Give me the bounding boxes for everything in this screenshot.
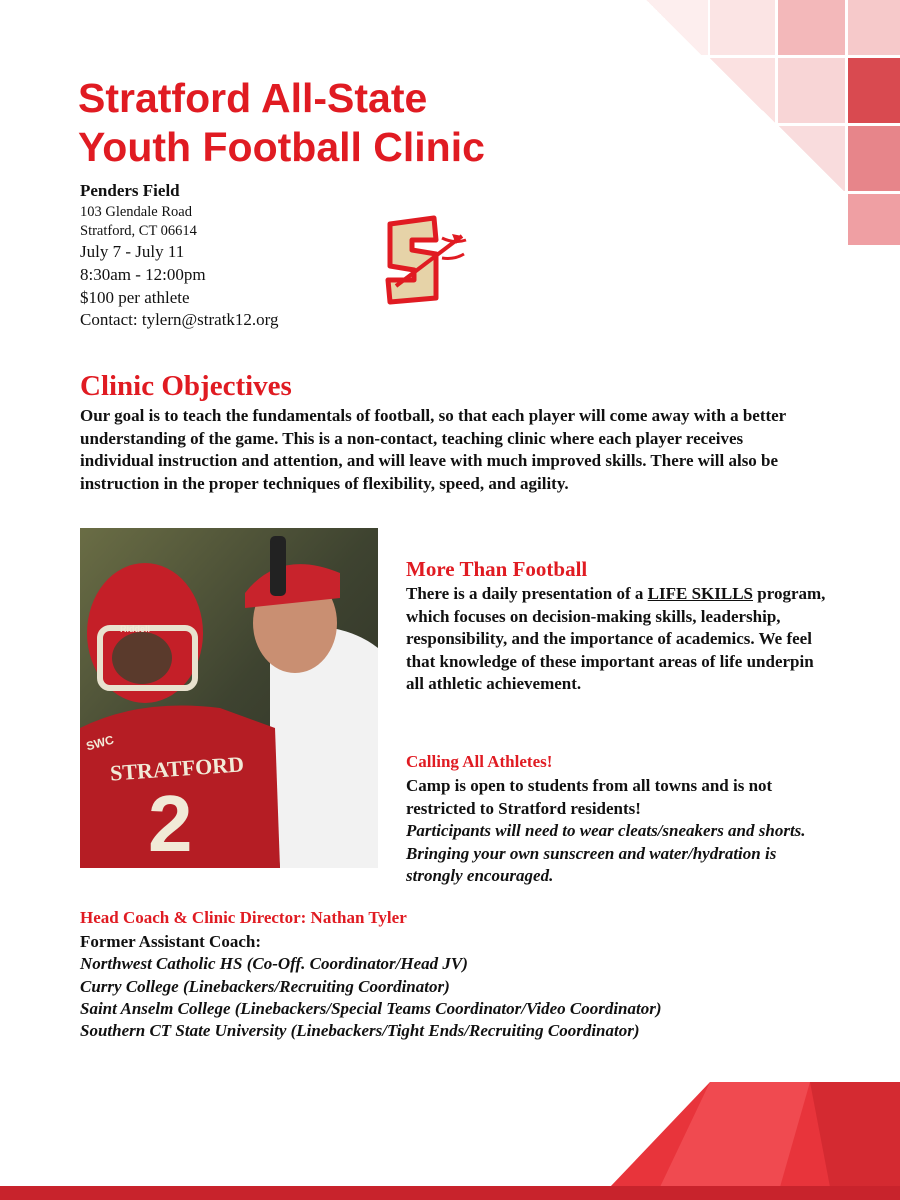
stratford-logo	[382, 214, 472, 306]
coach-position: Northwest Catholic HS (Co-Off. Coordinator/Head JV)	[80, 954, 468, 973]
more-than-football-heading: More Than Football	[406, 557, 588, 581]
jersey-text: STRATFORD	[109, 751, 245, 786]
player-coach-photo	[80, 528, 378, 868]
coach-position: Saint Anselm College (Linebackers/Special Teams Coordinator/Video Coordinator)	[80, 999, 662, 1018]
more-than-football-text	[406, 583, 826, 696]
coach-position: Southern CT State University (Linebackers/Tight Ends/Recruiting Coordinator)	[80, 1021, 640, 1040]
venue-address-line1: 103 Glendale Road	[80, 204, 192, 220]
contact-email: Contact: tylern@stratk12.org	[80, 310, 279, 329]
title-line-2: Youth Football Clinic	[78, 124, 485, 170]
helmet-brand: Riddell	[120, 624, 151, 634]
venue-name: Penders Field	[80, 181, 180, 200]
clinic-dates: July 7 - July 11	[80, 242, 185, 261]
corner-decoration-bottom	[600, 1082, 900, 1187]
participants-requirements-text: Participants will need to wear cleats/sneakers and shorts. Bringing your own sunscreen and water/hydration is strongly encouraged.	[406, 821, 806, 885]
bottom-bar	[0, 1186, 900, 1200]
former-assistant-label: Former Assistant Coach:	[80, 932, 261, 951]
calling-all-athletes-text: Camp is open to students from all towns and is not restricted to Stratford residents!	[406, 776, 773, 818]
mtf-text-before: There is a daily presentation of a	[406, 584, 648, 603]
life-skills-emphasis: LIFE SKILLS	[647, 584, 753, 603]
title-line-1: Stratford All-State	[78, 75, 428, 121]
clinic-price: $100 per athlete	[80, 288, 190, 307]
clinic-time: 8:30am - 12:00pm	[80, 265, 206, 284]
mtf-text-after: program, which focuses on decision-making skills, leadership, responsibility, and the importance of academics. We feel that knowledge of these important areas of life underpin all athletic achievement.	[406, 584, 826, 693]
clinic-objectives-text: Our goal is to teach the fundamentals of football, so that each player will come away with a better understanding of the game. This is a non-contact, teaching clinic where each player receives individual instruction and attention, and will leave with much improved skills. There will also be instruction in the proper techniques of flexibility, speed, and agility.	[80, 406, 786, 493]
coach-position: Curry College (Linebackers/Recruiting Coordinator)	[80, 977, 450, 996]
venue-address-line2: Stratford, CT 06614	[80, 223, 197, 239]
jersey-number: 2	[148, 779, 193, 868]
jersey-patch: SWC	[84, 732, 116, 754]
stratford-s-trident-icon	[382, 214, 472, 306]
clinic-objectives-heading: Clinic Objectives	[80, 370, 292, 402]
head-coach-heading: Head Coach & Clinic Director: Nathan Tyler	[80, 908, 407, 927]
calling-all-athletes-heading: Calling All Athletes!	[406, 752, 553, 771]
page-title	[78, 74, 698, 172]
